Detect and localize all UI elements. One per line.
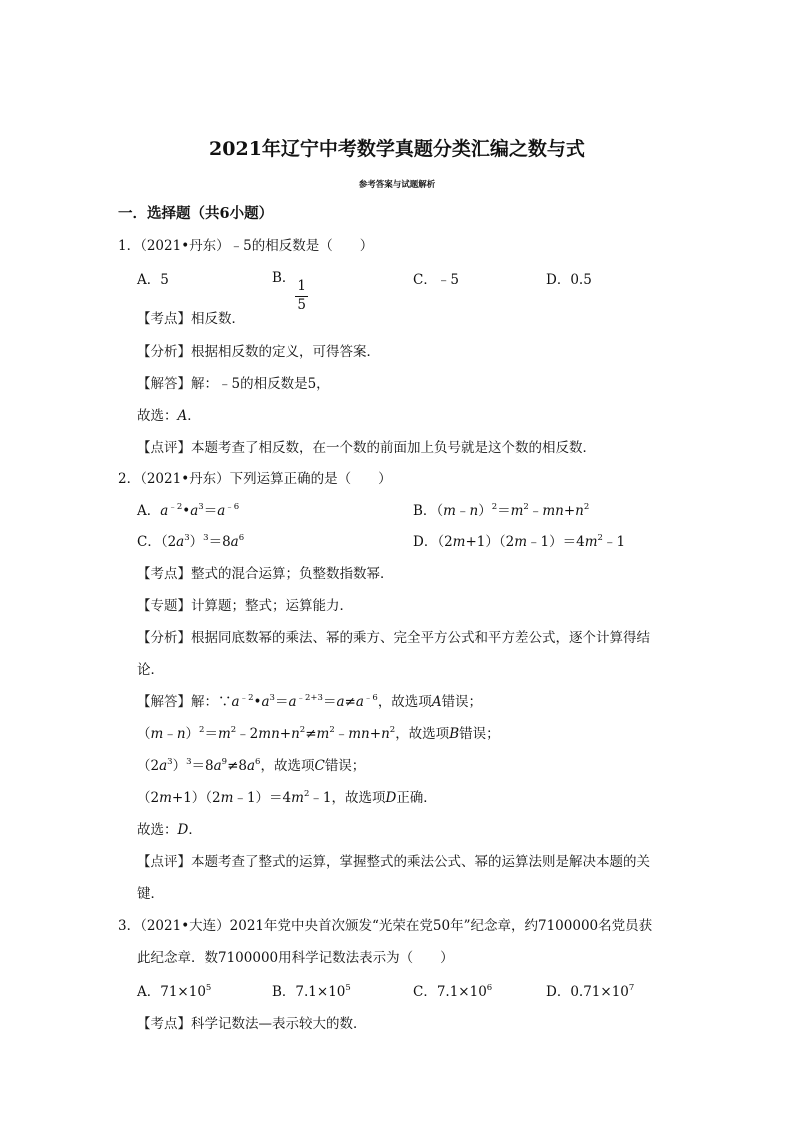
q2-stem: 2．（2021•丹东）下列运算正确的是（ ） xyxy=(118,471,392,487)
q1-fenxi-text: 根据相反数的定义，可得答案． xyxy=(191,344,380,360)
q3-stem-line1: 3．（2021•大连）2021年党中央首次颁发“光荣在党50年”纪念章，约7100000名党员获 xyxy=(118,918,653,934)
q1-option-b-denominator: 5 xyxy=(297,296,307,313)
q3-option-b: B．$7.1\times 10^5$ xyxy=(272,983,351,1000)
q3-option-a: A．$71\times 10^5$ xyxy=(137,983,212,1000)
q1-kaodian xyxy=(137,313,245,327)
q3-kaodian-tag: 【考点】 xyxy=(137,1016,191,1032)
q1-dianping-tag: 【点评】 xyxy=(137,440,191,456)
q2-jieda-line2: $(m﹣n)^2=m^2﹣2mn+n^2\ne m^2﹣mn+n^2$，故选项B错误； xyxy=(137,725,500,742)
q2-zhuanti-text: 计算题；整式；运算能力． xyxy=(191,598,353,614)
q1-option-a: A．5 xyxy=(137,272,169,288)
q2-answer-prefix: 故选： xyxy=(137,822,178,838)
q1-kaodian-text: 相反数． xyxy=(191,311,245,327)
q2-dianping-cont: 键． xyxy=(137,886,164,902)
q2-dianping xyxy=(137,856,650,870)
q1-fenxi xyxy=(137,346,380,360)
q2-fenxi xyxy=(137,632,650,646)
q1-dianping xyxy=(137,442,596,456)
q2-fenxi-text: 根据同底数幂的乘法、幂的乘方、完全平方公式和平方差公式，逐个计算得结 xyxy=(191,630,650,646)
q1-option-d: D．0.5 xyxy=(546,272,592,288)
q1-option-b-prefix: B． xyxy=(272,270,296,286)
q2-answer xyxy=(137,824,202,838)
q1-option-c: C．﹣5 xyxy=(413,272,459,288)
q2-dianping-text: 本题考查了整式的运算，掌握整式的乘法公式、幂的运算法则是解决本题的关 xyxy=(191,854,650,870)
q2-fenxi-cont: 论． xyxy=(137,662,164,678)
q2-option-b: B．$(m﹣n)^2=m^2﹣mn+n^2$ xyxy=(413,502,590,519)
q2-kaodian xyxy=(137,568,394,582)
q3-kaodian xyxy=(137,1018,367,1032)
q1-kaodian-tag: 【考点】 xyxy=(137,311,191,327)
q1-jieda-text: 解：﹣5的相反数是5， xyxy=(191,376,330,392)
page-subtitle: 参考答案与试题解析 xyxy=(358,180,436,190)
q1-dianping-text: 本题考查了相反数，在一个数的前面加上负号就是这个数的相反数． xyxy=(191,440,596,456)
q1-stem: 1．（2021•丹东）﹣5的相反数是（ ） xyxy=(118,238,374,254)
q2-option-d: D．$(2m+1)(2m﹣1)=4m^2﹣1$ xyxy=(413,533,626,550)
q2-answer-end: ． xyxy=(188,822,202,838)
q1-jieda-tag: 【解答】 xyxy=(137,376,191,392)
q1-answer-prefix: 故选： xyxy=(137,408,178,424)
q2-jieda-line4: $(2m+1)(2m﹣1)=4m^2﹣1$，故选项D正确． xyxy=(137,789,437,806)
q2-jieda-line1: 【解答】解：$\because a^{﹣2}•a^3=a^{﹣2+3}=a\ne a^{﹣6}$，故选项A错误； xyxy=(137,693,483,710)
q1-jieda xyxy=(137,378,330,392)
q1-option-b-numerator: 1 xyxy=(295,280,308,297)
q2-option-a: A．$a^{﹣2}•a^3=a^{﹣6}$ xyxy=(137,502,240,519)
q1-option-b-fraction xyxy=(295,280,308,312)
page-title: 2021年辽宁中考数学真题分类汇编之数与式 xyxy=(209,138,585,160)
q1-fenxi-tag: 【分析】 xyxy=(137,344,191,360)
q1-answer-letter: A xyxy=(177,408,188,424)
q2-jieda-tag: 【解答】 xyxy=(137,694,191,710)
q2-answer-letter: D xyxy=(177,822,189,838)
q2-dianping-tag: 【点评】 xyxy=(137,854,191,870)
q1-answer xyxy=(137,410,201,424)
q1-option-b xyxy=(272,266,308,312)
section-heading: 一．选择题（共6小题） xyxy=(118,205,274,222)
q3-option-c: C．$7.1\times 10^6$ xyxy=(413,983,493,1000)
q2-kaodian-text: 整式的混合运算；负整数指数幂． xyxy=(191,566,394,582)
q2-zhuanti-tag: 【专题】 xyxy=(137,598,191,614)
q2-option-c: C．$(2a^3)^3=8a^6$ xyxy=(137,533,245,550)
q2-fenxi-tag: 【分析】 xyxy=(137,630,191,646)
q2-zhuanti xyxy=(137,600,353,614)
q3-kaodian-text: 科学记数法—表示较大的数． xyxy=(191,1016,367,1032)
q1-answer-end: ． xyxy=(187,408,201,424)
q3-stem-line2: 此纪念章．数7100000用科学记数法表示为（ ） xyxy=(137,950,454,966)
q2-kaodian-tag: 【考点】 xyxy=(137,566,191,582)
q3-option-d: D．$0.71\times 10^7$ xyxy=(546,983,635,1000)
q2-jieda-line3: $(2a^3)^3=8a^9\ne 8a^6$，故选项C错误； xyxy=(137,757,366,774)
